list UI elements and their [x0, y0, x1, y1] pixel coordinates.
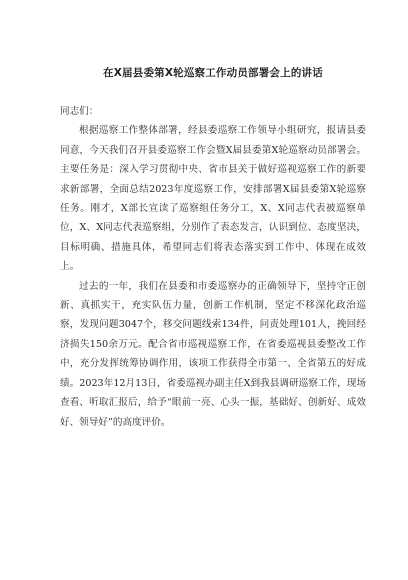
document-title: 在X届县委第X轮巡察工作动员部署会上的讲话 [103, 67, 323, 79]
salutation: 同志们： [60, 106, 99, 117]
paragraph-2: 过去的一年，我们在县委和市委巡察办的正确领导下，坚持守正创新、真抓实干，充实队伍力量，创新工作机制，坚定不移深化政治巡察，发现问题3047个，移交问题线索134件，问责处理101人，挽回经济损失150余万元。配合省市巡视巡察工作，在省委巡视县委整改工作中，充分发挥统筹协调作用，该项工作获得全市第一、全省第五的好成绩。2023年12月13日，省委巡视办副主任X到我县调研巡察工作，现场查看、听取汇报后，给予“眼前一亮、心头一振，基础好、创新好、成效好、领导好”的高度评价。 [60, 280, 366, 428]
paragraph-1: 根据巡察工作整体部署，经县委巡察工作领导小组研究，报请县委同意，今天我们召开县委巡察工作会暨X届县委第X轮巡察动员部署会。主要任务是：深入学习贯彻中央、省市县关于做好巡视巡察工作的新要求新部署，全面总结2023年度巡察工作，安排部署X届县委第X轮巡察任务。刚才，X部长宣读了巡察组任务分工，X、X同志代表被巡察单位，X、X同志代表巡察组，分别作了表态发言，认识到位、态度坚决，目标明确、措施具体，希望同志们将表态落实到工作中、体现在成效上。 [60, 125, 366, 273]
